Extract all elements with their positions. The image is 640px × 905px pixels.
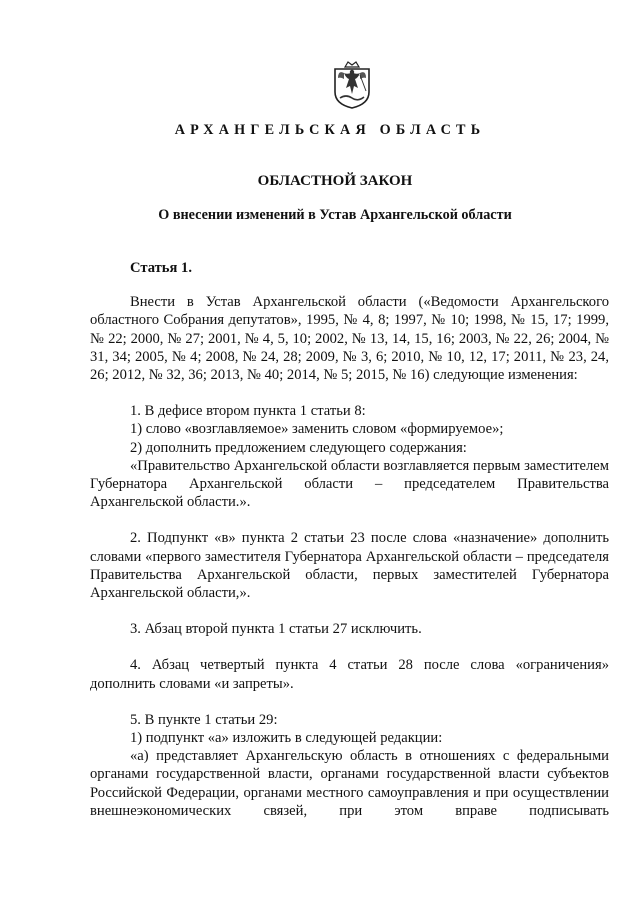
paragraph-5-heading: 5. В пункте 1 статьи 29: <box>130 711 278 728</box>
region-name: АРХАНГЕЛЬСКАЯ ОБЛАСТЬ <box>174 122 486 138</box>
article-intro: Внести в Устав Архангельской области («Ведомости Архангельского областного Собрания депутатов», 1995, № 4, 8; 1997, № 10; 1998, № 15, 17; 1999, № 22; 2000, № 27; 2001, № 4, 5, 10; 2002, № 13, 14, 15, 16; 2003, № 22, 26; 2004, № 31, 34; 2005, № 4; 2008, № 24, 28; 2009, № 3, 6; 2010, № 10, 12, 17; 2011, № 23, 24, 26; 2012, № 32, 36; 2013, № 40; 2014, № 5; 2015, № 16) следующие изменения: <box>90 294 609 384</box>
document-title: О внесении изменений в Устав Архангельской области <box>158 207 512 223</box>
paragraph-2: 2. Подпункт «в» пункта 2 статьи 23 после слова «назначение» дополнить словами «первого заместителя Губернатора Архангельской области – председателя Правительства Архангельской области, первых заместителей Губернатора Архангельской области,». <box>90 530 609 602</box>
paragraph-1-item-1: 1) слово «возглавляемое» заменить словом «формируемое»; <box>130 421 504 438</box>
article-heading: Статья 1. <box>130 260 192 276</box>
document-type: ОБЛАСТНОЙ ЗАКОН <box>257 173 413 189</box>
paragraph-1-item-2: 2) дополнить предложением следующего содержания: <box>130 439 467 456</box>
coat-of-arms-graphic <box>326 58 378 110</box>
coat-of-arms-icon <box>326 58 378 110</box>
paragraph-5-item-1: 1) подпункт «а» изложить в следующей редакции: <box>130 730 443 747</box>
paragraph-5-item-2: «а) представляет Архангельскую область в отношениях с федеральными органами государственной власти, органами государственной власти субъектов Российской Федерации, органами местного самоуправления и при осуществлении внешнеэкономических связей, при этом вправе подписывать <box>90 748 609 819</box>
paragraph-1-item-3: «Правительство Архангельской области возглавляется первым заместителем Губернатора Архангельской области – председателем Правительства Архангельской области.». <box>90 457 609 511</box>
paragraph-1-heading: 1. В дефисе втором пункта 1 статьи 8: <box>130 403 366 420</box>
paragraph-3: 3. Абзац второй пункта 1 статьи 27 исключить. <box>130 621 422 638</box>
paragraph-4: 4. Абзац четвертый пункта 4 статьи 28 после слова «ограничения» дополнить словами «и запреты». <box>90 657 609 692</box>
document-body <box>90 259 609 820</box>
